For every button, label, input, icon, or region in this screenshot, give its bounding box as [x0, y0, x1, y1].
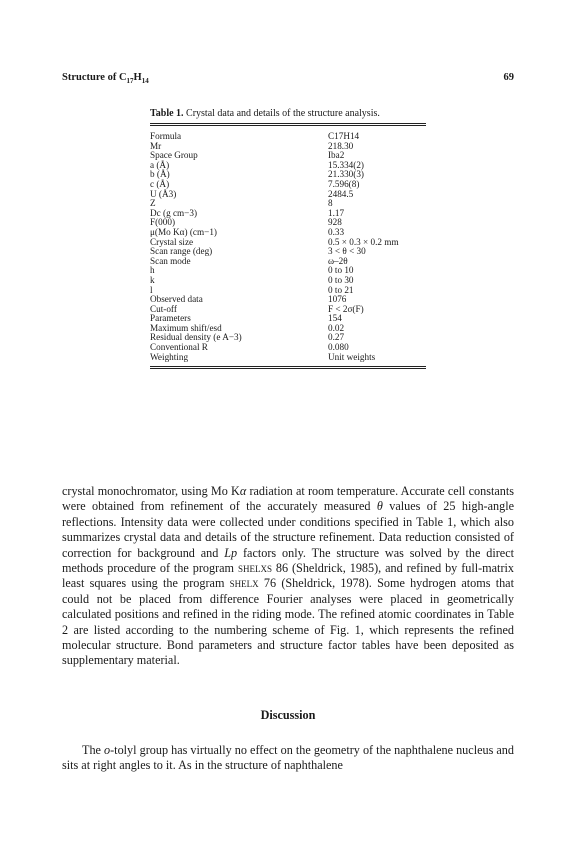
- table-cell-parameter: Maximum shift/esd: [150, 322, 222, 333]
- table-cell-parameter: Weighting: [150, 351, 189, 362]
- table-cell-parameter: Z: [150, 198, 156, 209]
- running-head: [62, 72, 514, 86]
- table-cell-parameter: Mr: [150, 140, 162, 151]
- table-cell-parameter: F(000): [150, 217, 176, 228]
- table-cell-value: 0 to 10: [328, 265, 354, 276]
- table-body: [150, 126, 426, 366]
- table-cell-parameter: Observed data: [150, 294, 203, 305]
- table-cell-parameter: Dc (g cm−3): [150, 207, 198, 218]
- table-cell-value: 218.30: [328, 140, 354, 151]
- table-cell-value: 0.33: [328, 226, 345, 237]
- table-cell-value: Unit weights: [328, 351, 376, 362]
- table-cell-value: F < 2σ(F): [328, 303, 364, 314]
- table-row: [150, 247, 426, 257]
- table-cell-parameter: Space Group: [150, 150, 198, 161]
- table-cell-value: Iba2: [328, 150, 345, 161]
- table-cell-parameter: a (Å): [150, 159, 170, 170]
- table-row: [150, 257, 426, 267]
- table-row: [150, 170, 426, 180]
- table-cell-value: 928: [328, 217, 342, 228]
- table-cell-value: C17H14: [328, 131, 360, 141]
- table-row: [150, 343, 426, 353]
- section-heading-discussion: Discussion: [260, 708, 316, 722]
- table-cell-value: 7.596(8): [328, 178, 360, 189]
- table-cell-value: 2484.5: [328, 188, 354, 199]
- table-row: [150, 295, 426, 305]
- table-cell-parameter: U (Å3): [150, 188, 177, 199]
- table-cell-parameter: Conventional R: [150, 342, 208, 353]
- table-cell-value: 0.02: [328, 322, 345, 333]
- table-cell-parameter: h: [150, 265, 155, 276]
- table-cell-value: ω–2θ: [328, 255, 348, 266]
- table-cell-value: 1.17: [328, 207, 345, 218]
- table-row: [150, 151, 426, 161]
- table-cell-parameter: Parameters: [150, 313, 191, 324]
- table-cell-parameter: c (Å): [150, 178, 170, 189]
- table-cell-parameter: Cut-off: [150, 303, 177, 314]
- table-row: [150, 353, 426, 363]
- table-row: [150, 161, 426, 171]
- table-row: [150, 276, 426, 286]
- table-row: [150, 266, 426, 276]
- table-cell-value: 0 to 30: [328, 274, 354, 285]
- table-cell-value: 1076: [328, 294, 347, 305]
- table-cell-parameter: Formula: [150, 131, 182, 141]
- table-cell-value: 3 < θ < 30: [328, 246, 366, 257]
- table-cell-parameter: Scan range (deg): [150, 246, 213, 257]
- table-cell-value: 0 to 21: [328, 284, 354, 295]
- table-cell-parameter: l: [150, 284, 153, 295]
- table-cell-value: 8: [328, 198, 333, 209]
- body-paragraph: crystal monochromator, using Mo Kα radiation at room temperature. Accurate cell constants were obtained from refinement of the accurately measured θ values of 25 high-angle reflections. Intensity data were collected under conditions specified in Table 1, which also summarizes crystal data and details of the structure refinement. Data reduction consisted of correction for background and Lp factors only. The structure was solved by the direct methods procedure of the program shelxs 86 (Sheldrick, 1985), and refined by full-matrix least squares using the program shelx 76 (Sheldrick, 1978). Some hydrogen atoms that could not be placed from difference Fourier analyses were placed in geometrically calculated positions and refined in the riding mode. The refined atomic coordinates in Table 2 are listed according to the numbering scheme of Fig. 1, which represents the refined molecular structure. Bond parameters and structure factor tables have been deposited as supplementary material.: [62, 484, 514, 668]
- table-cell-value: 0.080: [328, 342, 349, 353]
- table-row: [150, 180, 426, 190]
- table-row: [150, 190, 426, 200]
- table-row: [150, 132, 426, 142]
- table-row: [150, 209, 426, 219]
- table-cell-parameter: Crystal size: [150, 236, 194, 247]
- table-cell-parameter: Residual density (e A−3): [150, 332, 242, 343]
- table-caption: Table 1. Crystal data and details of the structure analysis.: [150, 108, 380, 119]
- table-cell-value: 154: [328, 313, 342, 324]
- table-row: [150, 305, 426, 315]
- table-cell-parameter: μ(Mo Kα) (cm−1): [150, 226, 217, 237]
- running-head-title: Structure of $C_{17}H_{14}$: [62, 72, 149, 86]
- table-cell-value: 15.334(2): [328, 159, 364, 170]
- table-cell-value: 0.5 × 0.3 × 0.2 mm: [328, 236, 399, 247]
- table-cell-value: 21.330(3): [328, 169, 364, 180]
- crystal-data-table: [150, 108, 426, 369]
- table-cell-parameter: Scan mode: [150, 255, 191, 266]
- page-number: 69: [503, 72, 514, 83]
- table-cell-parameter: k: [150, 274, 155, 285]
- table-bottom-rule: [150, 366, 426, 369]
- table-cell-parameter: b (Å): [150, 169, 170, 180]
- discussion-paragraph: The o-tolyl group has virtually no effect on the geometry of the naphthalene nucleus and sits at right angles to it. As in the structure of naphthalene: [62, 743, 514, 773]
- table-cell-value: 0.27: [328, 332, 345, 343]
